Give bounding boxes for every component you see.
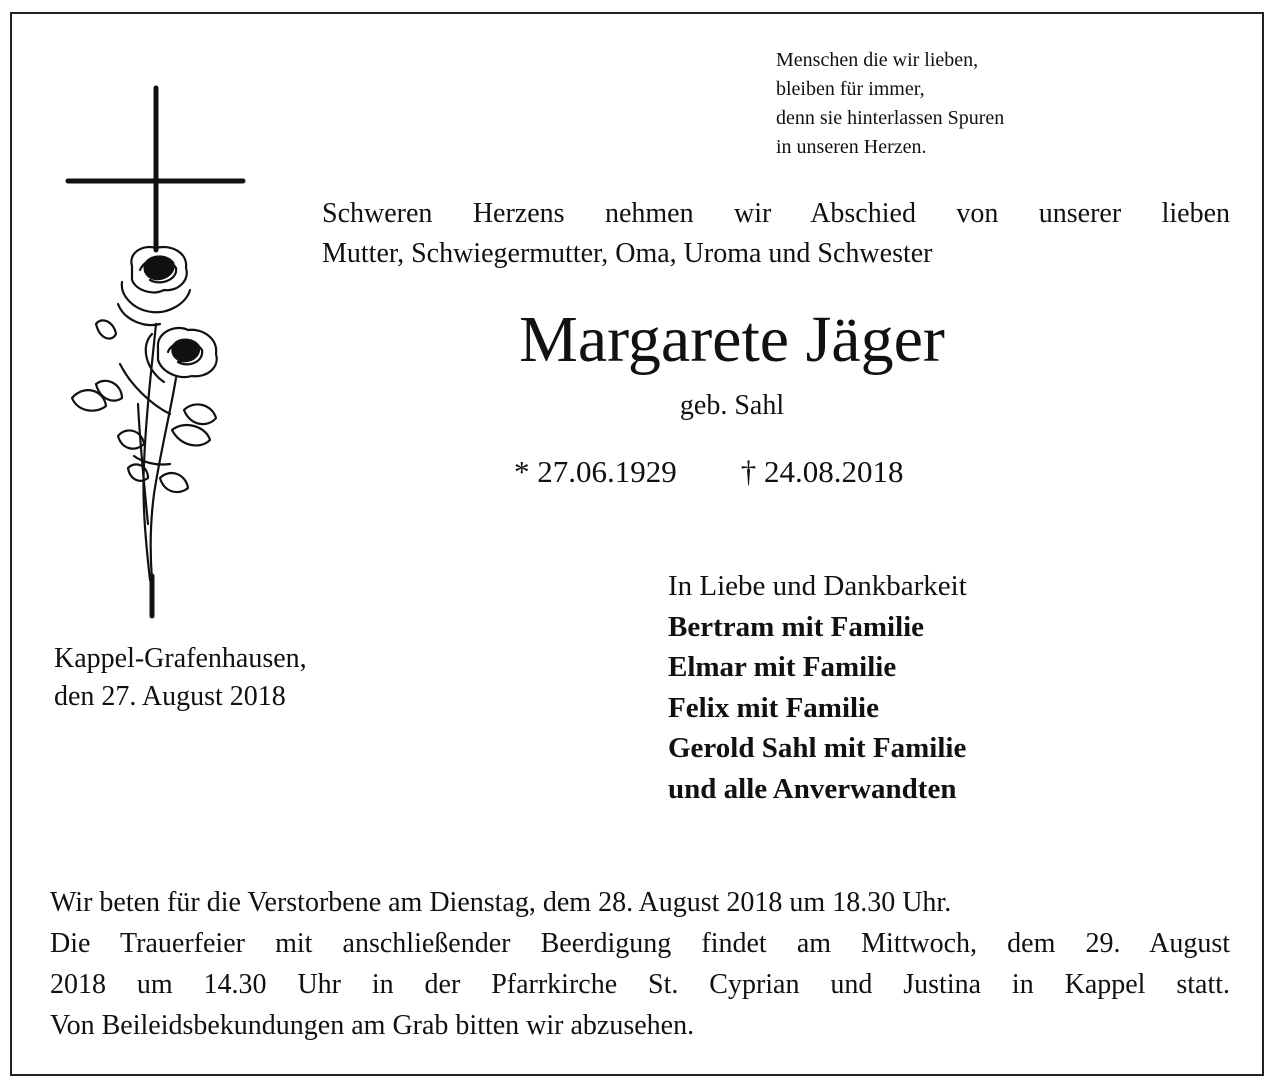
place-and-date — [54, 640, 307, 716]
place-line: Kappel-Grafenhausen, — [54, 643, 307, 674]
notice-line: Wir beten für die Verstorbene am Dienstag, dem 28. August 2018 um 18.30 Uhr. — [50, 887, 952, 918]
death-date: † 24.08.2018 — [740, 454, 904, 489]
notice-line: Die Trauerfeier mit anschließender Beerdigung findet am Mittwoch, dem 29. August — [50, 928, 1230, 959]
motto-line: denn sie hinterlassen Spuren — [776, 107, 1005, 129]
mourner-item: Bertram mit Familie — [668, 610, 925, 643]
farewell-intro — [322, 194, 1230, 274]
maiden-name: geb. Sahl — [679, 390, 785, 421]
mourners-list — [668, 566, 967, 809]
motto-line: Menschen die wir lieben, — [776, 49, 979, 71]
mourner-item: und alle Anverwandten — [668, 772, 957, 805]
date-line: den 27. August 2018 — [54, 681, 286, 712]
motto-line: bleiben für immer, — [776, 78, 925, 100]
mourner-item: Gerold Sahl mit Familie — [668, 732, 967, 764]
motto-quote — [776, 46, 1096, 162]
intro-line: Schweren Herzens nehmen wir Abschied von unserer lieben — [322, 198, 1230, 229]
mourner-item: Felix mit Familie — [668, 691, 879, 724]
life-dates — [514, 452, 904, 492]
funeral-notice — [50, 882, 1230, 1046]
birth-date: * 27.06.1929 — [514, 454, 677, 489]
mourner-item: Elmar mit Familie — [668, 651, 897, 683]
notice-line: 2018 um 14.30 Uhr in der Pfarrkirche St. Cyprian und Justina in Kappel statt. — [50, 969, 1230, 1000]
mourners-lead: In Liebe und Dankbarkeit — [668, 570, 967, 602]
cross-with-roses-icon — [60, 84, 260, 624]
notice-line: Von Beileidsbekundungen am Grab bitten wir abzusehen. — [50, 1010, 695, 1041]
intro-line: Mutter, Schwiegermutter, Oma, Uroma und Schwester — [322, 238, 933, 269]
deceased-name: Margarete Jäger — [519, 303, 945, 376]
motto-line: in unseren Herzen. — [776, 136, 927, 158]
